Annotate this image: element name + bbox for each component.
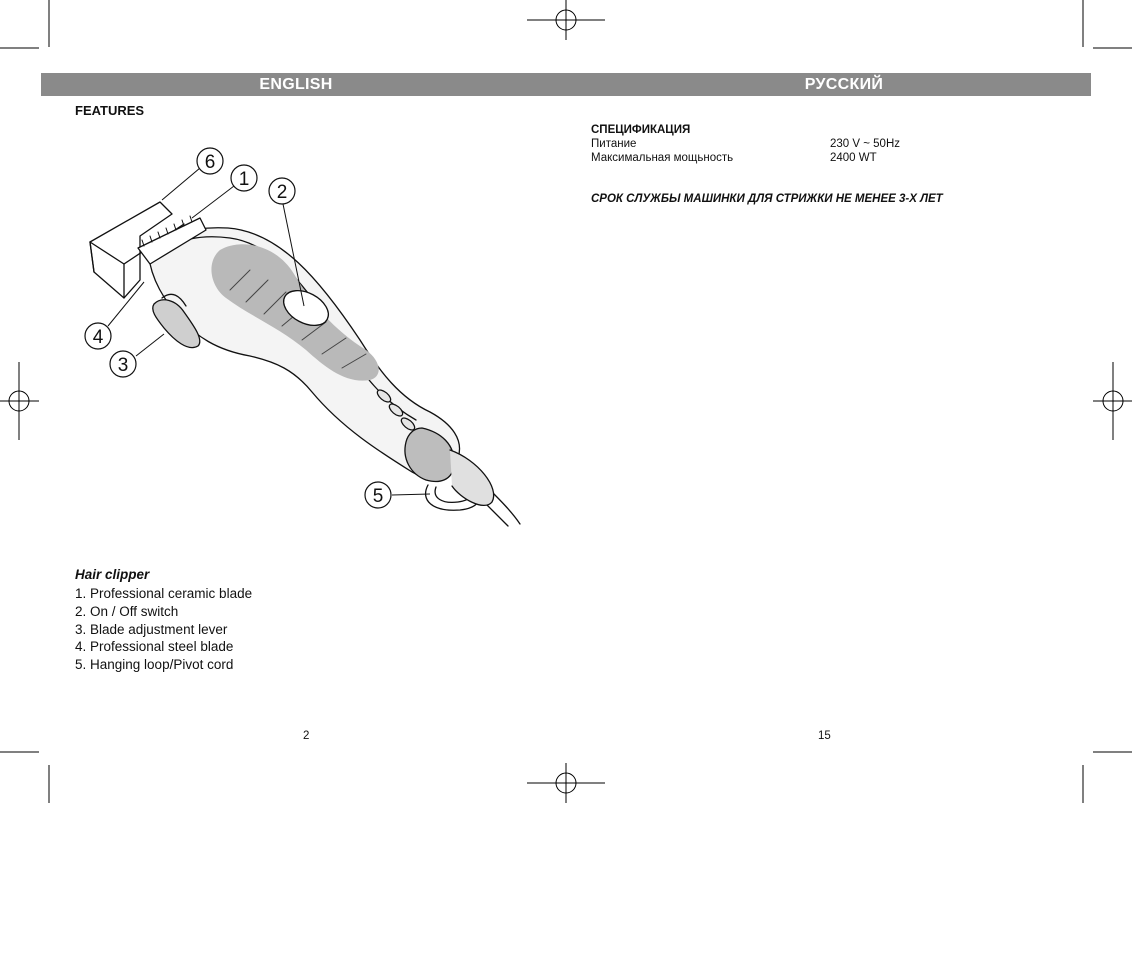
spec-label: Максимальная мощьность bbox=[591, 152, 734, 164]
callout-label-3: 3 bbox=[117, 355, 129, 376]
list-item: 4. Professional steel blade bbox=[75, 639, 234, 655]
callout-label-4: 4 bbox=[92, 327, 104, 348]
spec-value: 2400 WT bbox=[830, 152, 877, 164]
list-item: 5. Hanging loop/Pivot cord bbox=[75, 657, 234, 673]
service-life-note: СРОК СЛУЖБЫ МАШИНКИ ДЛЯ СТРИЖКИ НЕ МЕНЕЕ 3-Х ЛЕТ bbox=[591, 193, 943, 205]
list-item: 3. Blade adjustment lever bbox=[75, 621, 228, 637]
header-title-russian: РУССКИЙ bbox=[804, 76, 884, 93]
page-number-right: 15 bbox=[818, 730, 831, 742]
features-heading: FEATURES bbox=[75, 103, 145, 118]
spec-row bbox=[591, 152, 921, 166]
callout-label-5: 5 bbox=[372, 486, 384, 507]
figure-caption: Hair clipper bbox=[75, 567, 150, 582]
list-item: 1. Professional ceramic blade bbox=[75, 586, 253, 601]
spec-heading: СПЕЦИФИКАЦИЯ bbox=[591, 124, 691, 136]
callout-label-2: 2 bbox=[276, 182, 288, 203]
list-item: 2. On / Off switch bbox=[75, 603, 179, 619]
spec-value: 230 V ~ 50Hz bbox=[830, 138, 901, 150]
header-title-english: ENGLISH bbox=[259, 76, 333, 93]
parts-list bbox=[75, 585, 252, 674]
callout-label-1: 1 bbox=[238, 169, 250, 190]
spec-label: Питание bbox=[591, 138, 637, 150]
page-number-left: 2 bbox=[303, 730, 310, 742]
hair-clipper-illustration bbox=[80, 140, 530, 530]
spec-row bbox=[591, 138, 921, 152]
callout-label-6: 6 bbox=[204, 152, 216, 173]
